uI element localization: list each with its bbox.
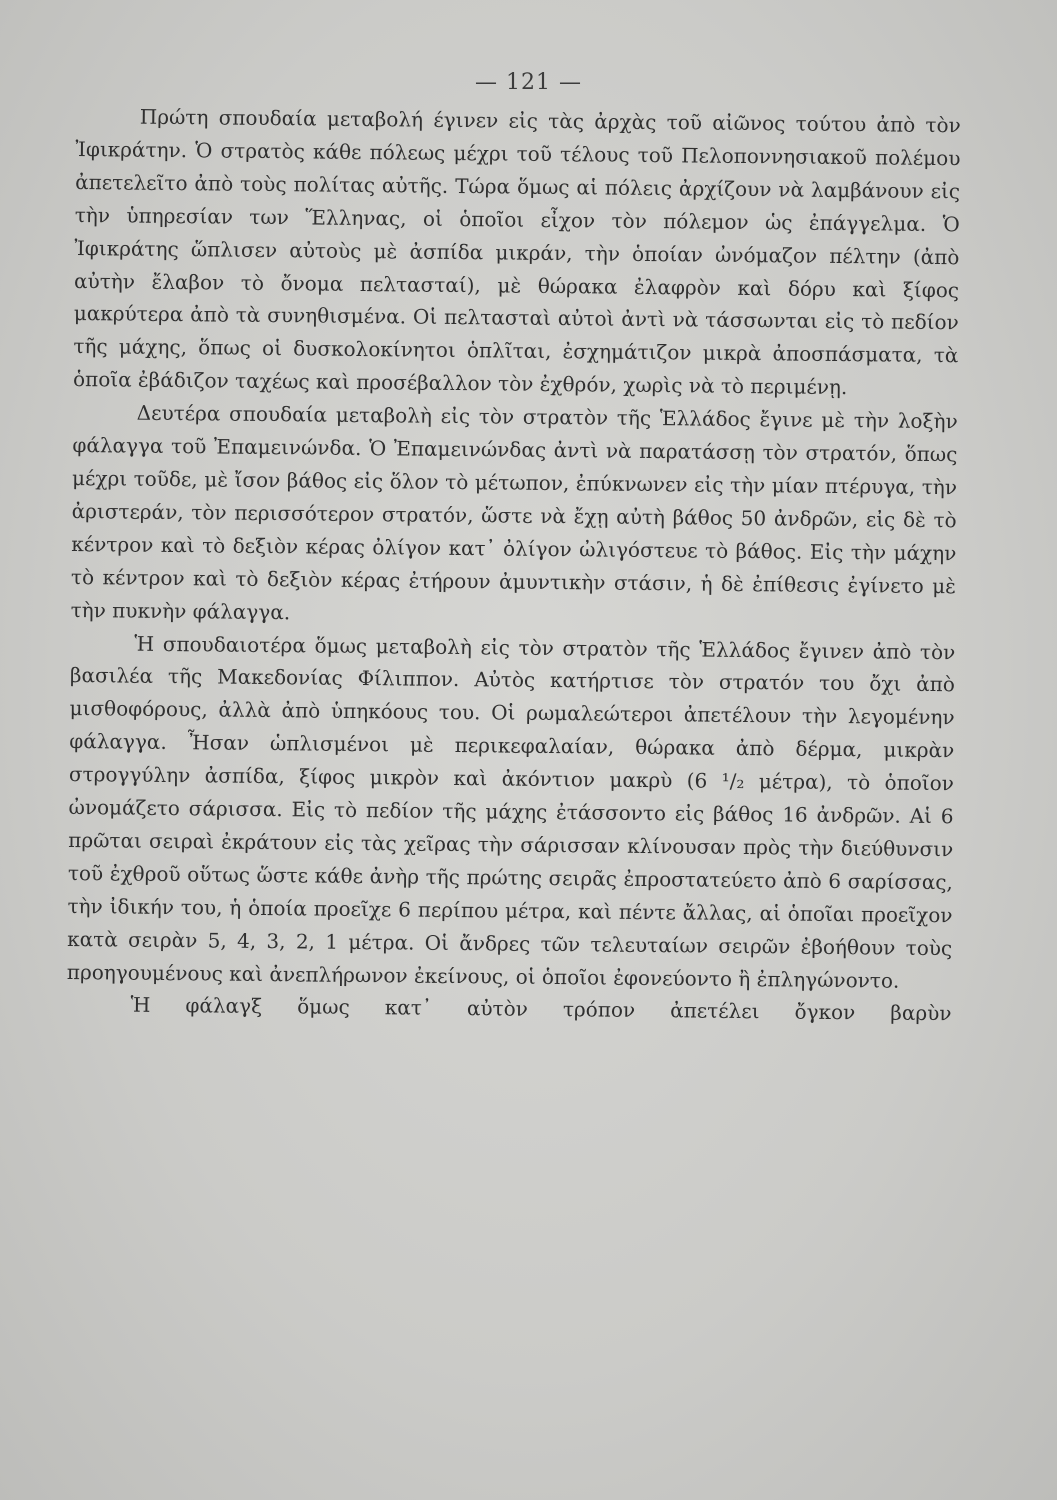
paragraph-epaminondas: Δευτέρα σπουδαία μεταβολὴ εἰς τὸν στρατὸν τῆς Ἑλλάδος ἔγινε μὲ τὴν λοξὴν φάλαγγα τοῦ Ἐπαμεινώνδα. Ὁ Ἐπαμεινώνδας ἀντὶ νὰ παρατάσσῃ τὸν στρατόν, ὅπως μέχρι τοῦδε, μὲ ἴσον βάθος εἰς ὅλον τὸ μέτωπον, ἐπύκνωνεν εἰς τὴν μίαν πτέρυγα, τὴν ἀριστεράν, τὸν περισσότερον στρατόν, ὥστε νὰ ἔχῃ αὐτὴ βάθος 50 ἀνδρῶν, εἰς δὲ τὸ κέντρον καὶ τὸ δεξιὸν κέρας ὀλίγον κατ᾽ ὀλίγον ὠλιγόστευε τὸ βάθος. Εἰς τὴν μάχην τὸ κέντρον καὶ τὸ δεξιὸν κέρας ἐτήρουν ἀμυντικὴν στάσιν, ἡ δὲ ἐπίθεσις ἐγίνετο μὲ τὴν πυκνὴν φάλαγγα. — [70, 400, 958, 624]
paragraph-phalanx: Ἡ φάλαγξ ὅμως κατ᾽ αὐτὸν τρόπον ἀπετέλει ὄγκον βαρὺν — [130, 993, 952, 1026]
body-text — [66, 100, 961, 1031]
paragraph-iphicrates: Πρώτη σπουδαία μεταβολή έγινεν εἰς τὰς ἀρχὰς τοῦ αἰῶνος τούτου ἀπὸ τὸν Ἰφικράτην. Ὁ στρατὸς κάθε πόλεως μέχρι τοῦ τέλους τοῦ Πελοποννησιακοῦ πολέμου ἀπετελεῖτο ἀπὸ τοὺς πολίτας αὐτῆς. Τώρα ὅμως αἱ πόλεις ἀρχίζουν νὰ λαμβάνουν εἰς τὴν ὑπηρεσίαν των Ἕλληνας, οἱ ὁποῖοι εἶχον τὸν πόλεμον ὡς ἐπάγγελμα. Ὁ Ἰφικράτης ὥπλισεν αὐτοὺς μὲ ἀσπίδα μικράν, τὴν ὁποίαν ὠνόμαζον πέλτην (ἀπὸ αὐτὴν ἔλαβον τὸ ὄνομα πελτασταί), μὲ θώρακα ἐλαφρὸν καὶ δόρυ καὶ ξίφος μακρύτερα ἀπὸ τὰ συνηθισμένα. Οἱ πελτασταὶ αὐτοὶ ἀντὶ νὰ τάσσωνται εἰς τὸ πεδίον τῆς μάχης, ὅπως οἱ δυσκολοκίνητοι ὁπλῖται, ἐσχημάτιζον μικρὰ ἀποσπάσματα, τὰ ὁποῖα ἐβάδιζον ταχέως καὶ προσέβαλλον τὸν ἐχθρόν, χωρὶς νὰ τὸ περιμένῃ. — [72, 104, 961, 400]
page-number: — 121 — — [475, 70, 582, 95]
paragraph-philip: Ἡ σπουδαιοτέρα ὅμως μεταβολὴ εἰς τὸν στρατὸν τῆς Ἑλλάδος ἔγινεν ἀπὸ τὸν βασιλέα τῆς Μακεδονίας Φίλιππον. Αὐτὸς κατήρτισε τὸν στρατόν του ὄχι ἀπὸ μισθοφόρους, ἀλλὰ ἀπὸ ὑπηκόους του. Οἱ ρωμαλεώτεροι ἀπετέλουν τὴν λεγομένην φάλαγγα. Ἦσαν ὡπλισμένοι μὲ περικεφαλαίαν, θώρακα ἀπὸ δέρμα, μικρὰν στρογγύλην ἀσπίδα, ξίφος μικρὸν καὶ ἀκόντιον μακρὺ (6 ¹/₂ μέτρα), τὸ ὁποῖον ὠνομάζετο σάρισσα. Εἰς τὸ πεδίον τῆς μάχης ἐτάσσοντο εἰς βάθος 16 ἀνδρῶν. Αἱ 6 πρῶται σειραὶ ἐκράτουν εἰς τὰς χεῖρας τὴν σάρισσαν κλίνουσαν πρὸς τὴν διεύθυνσιν τοῦ ἐχθροῦ οὕτως ὥστε κάθε ἀνὴρ τῆς πρώτης σειρᾶς ἐπροστατεύετο ἀπὸ 6 σαρίσσας, τὴν ἰδικήν του, ἡ ὁποία προεῖχε 6 περίπου μέτρα, καὶ πέντε ἄλλας, αἱ ὁποῖαι προεῖχον κατὰ σειρὰν 5, 4, 3, 2, 1 μέτρα. Οἱ ἄνδρες τῶν τελευταίων σειρῶν ἐβοήθουν τοὺς προηγουμένους καὶ ἀνεπλήρωνον ἐκείνους, οἱ ὁποῖοι ἐφονεύοντο ἢ ἐπληγώνοντο. — [66, 631, 956, 993]
